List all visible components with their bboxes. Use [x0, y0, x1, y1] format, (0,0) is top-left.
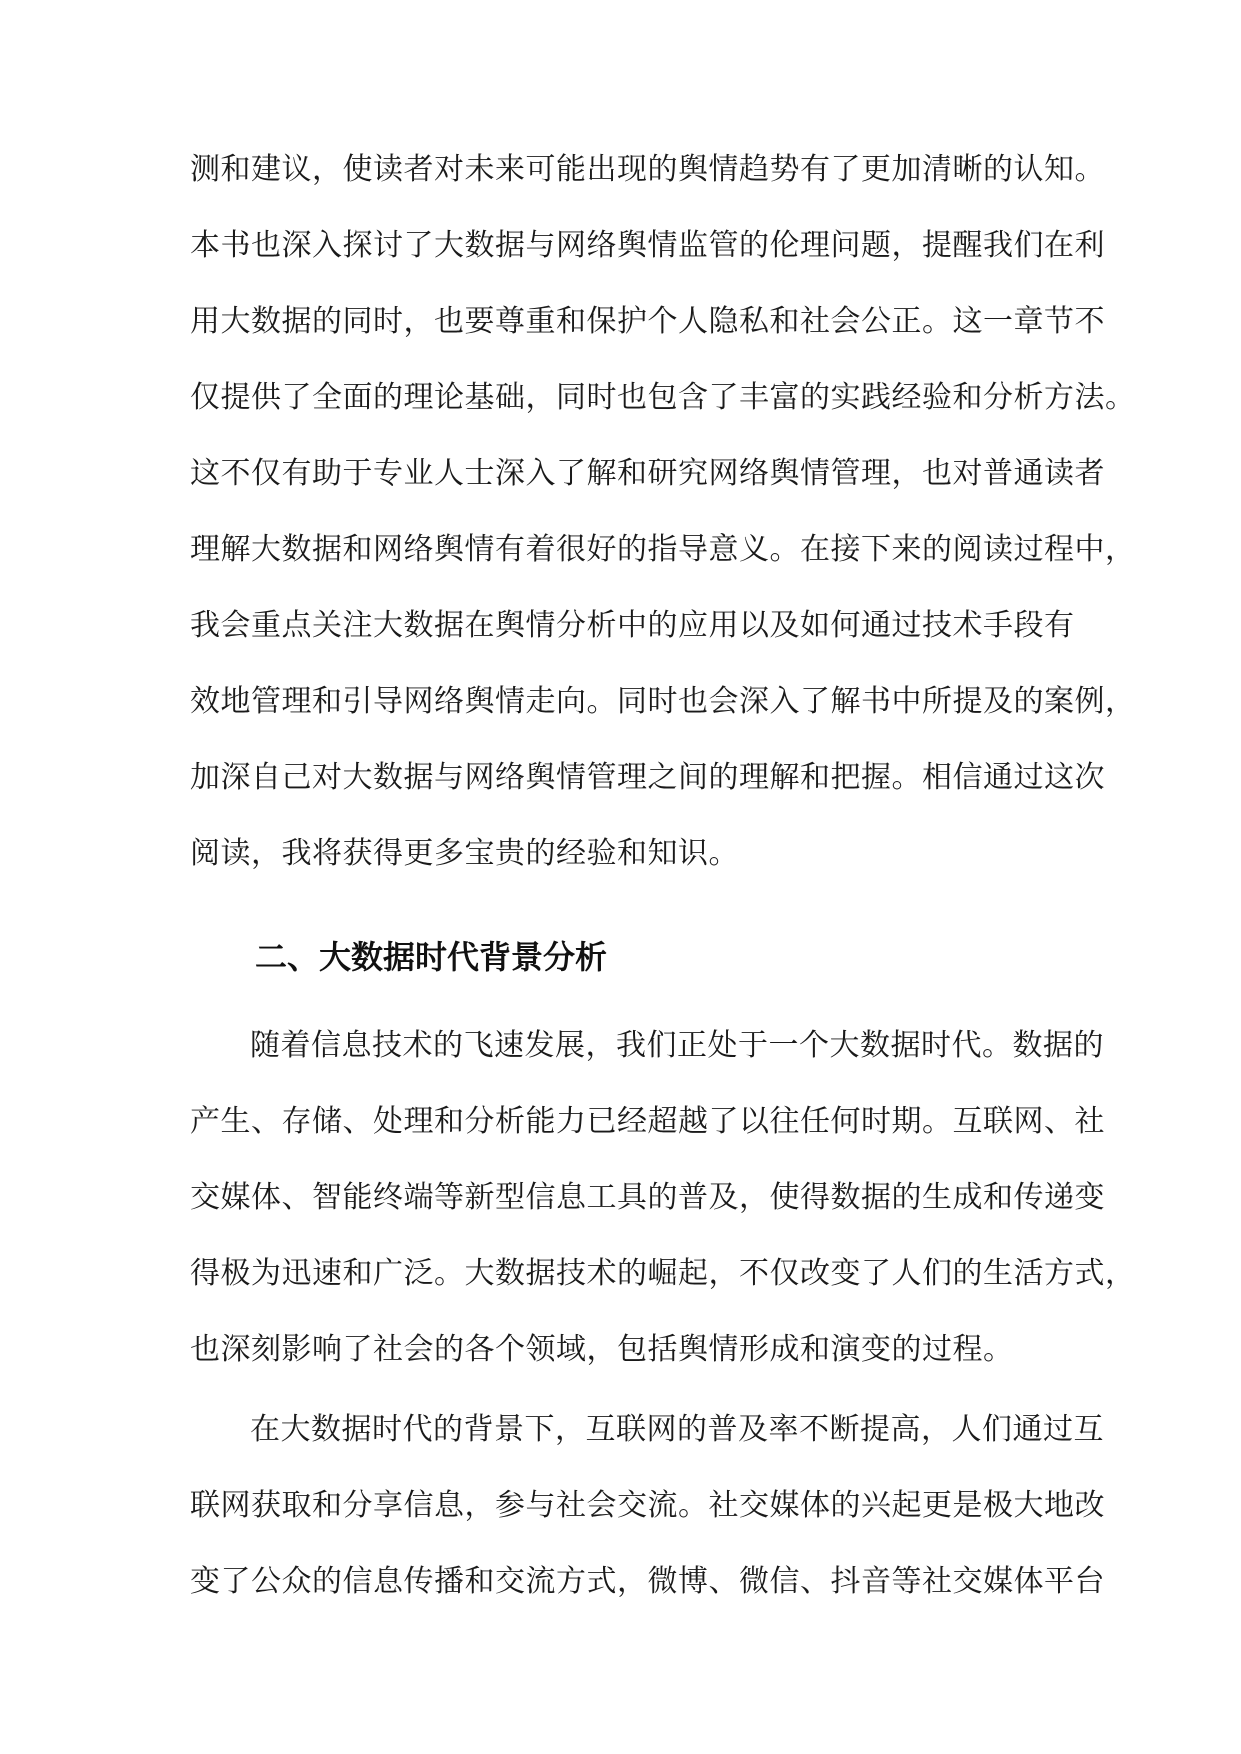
paragraph-1-line: 仅提供了全面的理论基础，同时也包含了丰富的实践经验和分析方法。: [190, 380, 1136, 415]
paragraph-2-line: 随着信息技术的飞速发展，我们正处于一个大数据时代。数据的: [250, 1028, 1104, 1063]
paragraph-1-line: 加深自己对大数据与网络舆情管理之间的理解和把握。相信通过这次: [190, 760, 1105, 795]
paragraph-2-line: 也深刻影响了社会的各个领域，包括舆情形成和演变的过程。: [190, 1332, 1014, 1367]
paragraph-3-line: 变了公众的信息传播和交流方式，微博、微信、抖音等社交媒体平台: [190, 1564, 1105, 1599]
paragraph-1-line: 阅读，我将获得更多宝贵的经验和知识。: [190, 836, 739, 871]
paragraph-3-line: 在大数据时代的背景下，互联网的普及率不断提高，人们通过互: [250, 1412, 1104, 1447]
paragraph-2-line: 产生、存储、处理和分析能力已经超越了以往任何时期。互联网、社: [190, 1104, 1105, 1139]
paragraph-1-line: 我会重点关注大数据在舆情分析中的应用以及如何通过技术手段有: [190, 608, 1075, 643]
paragraph-3-line: 联网获取和分享信息，参与社会交流。社交媒体的兴起更是极大地改: [190, 1488, 1105, 1523]
paragraph-1-line: 用大数据的同时，也要尊重和保护个人隐私和社会公正。这一章节不: [190, 304, 1105, 339]
paragraph-1-line: 效地管理和引导网络舆情走向。同时也会深入了解书中所提及的案例，: [190, 684, 1136, 719]
paragraph-2-line: 交媒体、智能终端等新型信息工具的普及，使得数据的生成和传递变: [190, 1180, 1105, 1215]
section-heading: 二、大数据时代背景分析: [255, 938, 608, 976]
paragraph-1-line: 这不仅有助于专业人士深入了解和研究网络舆情管理，也对普通读者: [190, 456, 1105, 491]
paragraph-1-line: 本书也深入探讨了大数据与网络舆情监管的伦理问题，提醒我们在利: [190, 228, 1105, 263]
paragraph-2-line: 得极为迅速和广泛。大数据技术的崛起，不仅改变了人们的生活方式，: [190, 1256, 1136, 1291]
paragraph-1-line: 测和建议，使读者对未来可能出现的舆情趋势有了更加清晰的认知。: [190, 152, 1105, 187]
paragraph-1-line: 理解大数据和网络舆情有着很好的指导意义。在接下来的阅读过程中，: [190, 532, 1136, 567]
